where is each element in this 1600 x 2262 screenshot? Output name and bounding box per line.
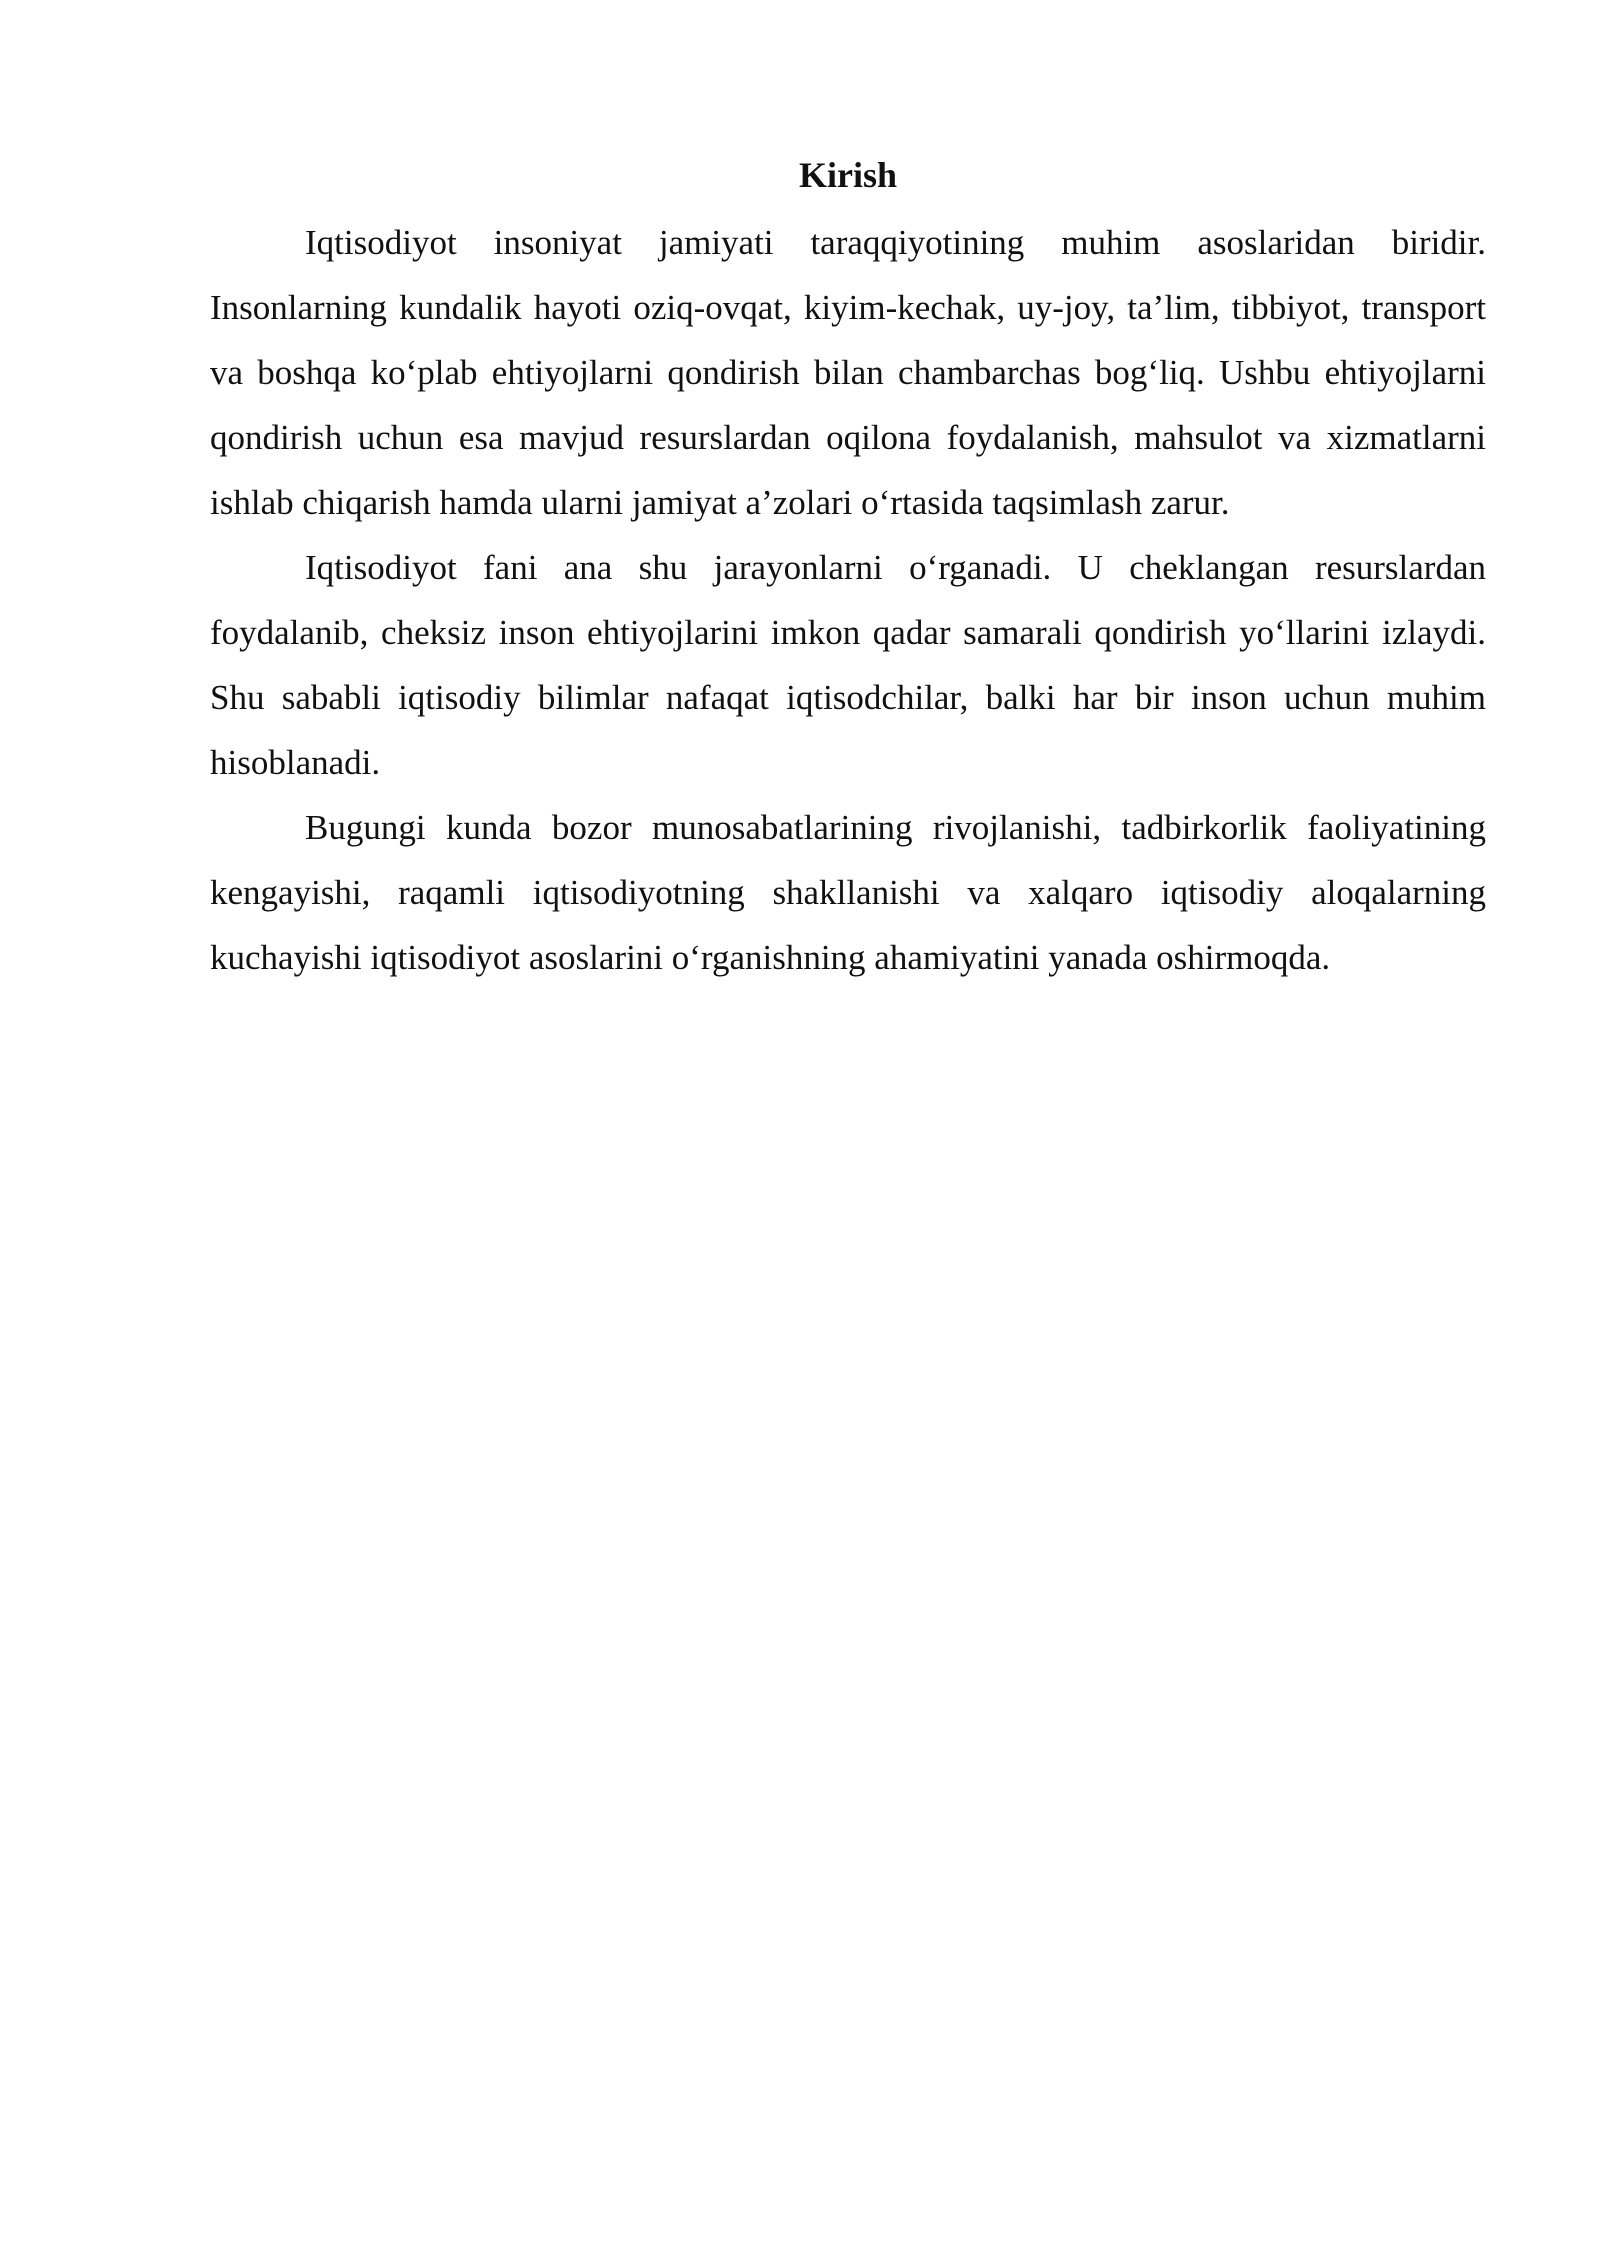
paragraph-1: Iqtisodiyot insoniyat jamiyati taraqqiyotining muhim asoslaridan biridir. Insonlarning kundalik hayoti oziq-ovqat, kiyim-kechak, uy-joy, ta’lim, tibbiyot, transport va boshqa ko‘plab ehtiyojlarni qondirish bilan chambarchas bog‘liq. Ushbu ehtiyojlarni qondirish uchun esa mavjud resurslardan oqilona foydalanish, mahsulot va xizmatlarni ishlab chiqarish hamda ularni jamiyat a’zolari o‘rtasida taqsimlash zarur. (210, 223, 1486, 522)
paragraph-2: Iqtisodiyot fani ana shu jarayonlarni o‘rganadi. U cheklangan resurslardan foydalanib, cheksiz inson ehtiyojlarini imkon qadar samarali qondirish yo‘llarini izlaydi. Shu sababli iqtisodiy bilimlar nafaqat iqtisodchilar, balki har bir inson uchun muhim hisoblanadi. (210, 548, 1486, 782)
document-heading: Kirish (798, 155, 897, 195)
paragraph-3: Bugungi kunda bozor munosabatlarining rivojlanishi, tadbirkorlik faoliyatining kengayishi, raqamli iqtisodiyotning shakllanishi va xalqaro iqtisodiy aloqalarning kuchayishi iqtisodiyot asoslarini o‘rganishning ahamiyatini yanada oshirmoqda. (210, 808, 1486, 977)
document-body (210, 150, 1486, 990)
